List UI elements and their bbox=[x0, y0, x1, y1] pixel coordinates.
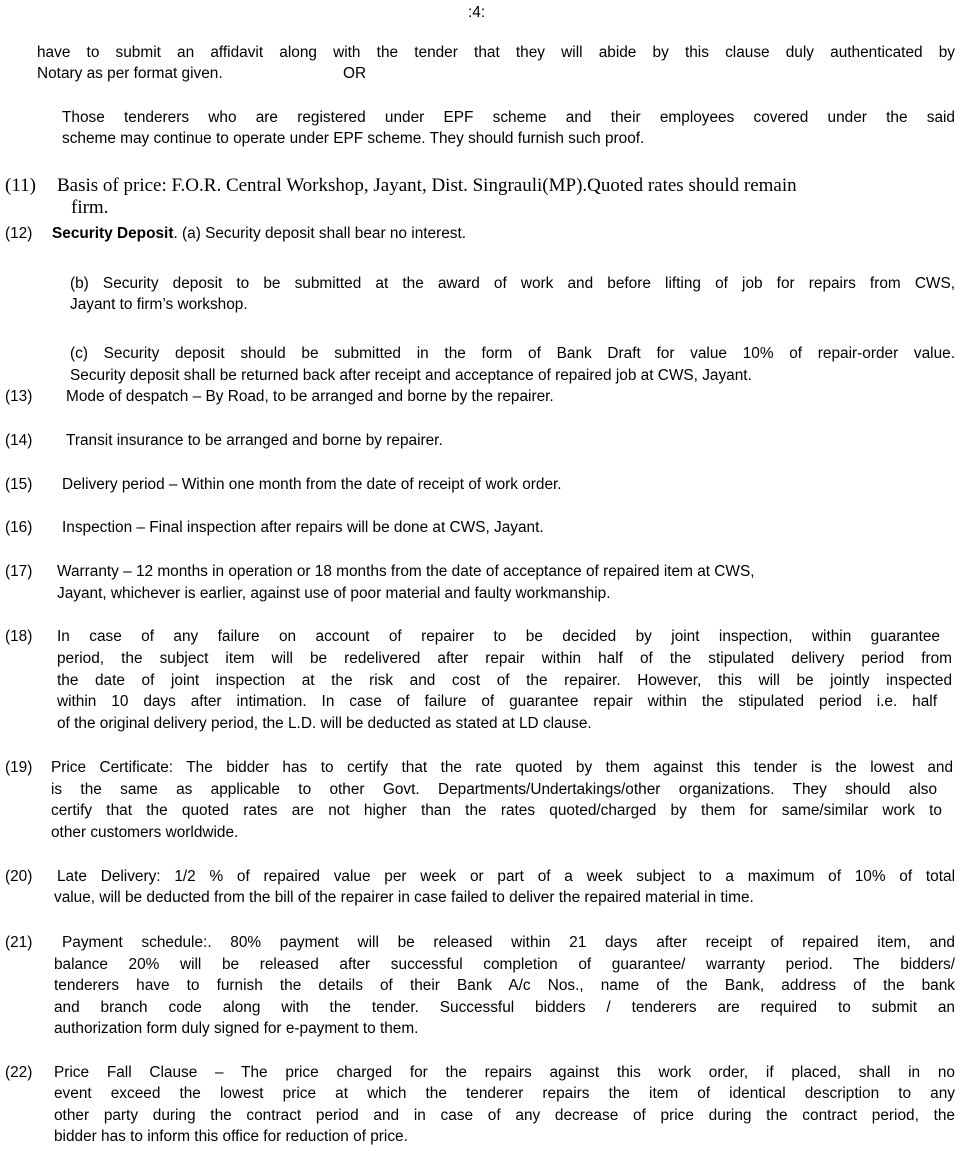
clause-22-line-2: event exceed the lowest price at which the tenderer repairs the item of identical description to any bbox=[54, 1085, 955, 1102]
clause-12-text-a: . (a) Security deposit shall bear no interest. bbox=[173, 225, 467, 242]
clause-17-line-2: Jayant, whichever is earlier, against use of poor material and faulty workmanship. bbox=[57, 585, 611, 602]
clause-21-line-3: tenderers have to furnish the details of their Bank A/c Nos., name of the Bank, address of the bank bbox=[54, 977, 955, 994]
clause-11-line-2: firm. bbox=[71, 197, 109, 218]
clause-21-number: (21) bbox=[5, 934, 33, 951]
clause-19-line-1: Price Certificate: The bidder has to certify that the rate quoted by them against this tender is the lowest and bbox=[51, 759, 953, 776]
clause-20-line-2: value, will be deducted from the bill of the repairer in case failed to deliver the repaired material in time. bbox=[54, 889, 754, 906]
clause-11-number: (11) bbox=[5, 175, 36, 196]
clause-16-number: (16) bbox=[5, 519, 33, 536]
clause-18-line-2: period, the subject item will be redelivered after repair within half of the stipulated delivery period from bbox=[57, 650, 952, 667]
intro-line-2: Notary as per format given. bbox=[37, 65, 223, 82]
clause-12-c-line-1: (c) Security deposit should be submitted in the form of Bank Draft for value 10% of repair-order value. bbox=[70, 345, 955, 362]
intro-line-1: have to submit an affidavit along with the tender that they will abide by this clause duly authenticated by bbox=[37, 44, 955, 61]
clause-21-line-2: balance 20% will be released after successful completion of guarantee/ warranty period. The bidders/ bbox=[54, 956, 955, 973]
clause-22-line-4: bidder has to inform this office for reduction of price. bbox=[54, 1128, 408, 1145]
clause-13-text: Mode of despatch – By Road, to be arranged and borne by the repairer. bbox=[66, 388, 554, 405]
clause-18-number: (18) bbox=[5, 628, 33, 645]
clause-19-line-4: other customers worldwide. bbox=[51, 824, 239, 841]
clause-15-number: (15) bbox=[5, 476, 33, 493]
clause-12-line bbox=[52, 223, 466, 244]
clause-17-number: (17) bbox=[5, 563, 33, 580]
clause-15-text: Delivery period – Within one month from the date of receipt of work order. bbox=[62, 476, 562, 493]
clause-19-number: (19) bbox=[5, 759, 33, 776]
security-deposit-heading: Security Deposit bbox=[52, 225, 174, 242]
epf-line-2: scheme may continue to operate under EPF scheme. They should furnish such proof. bbox=[62, 130, 645, 147]
clause-14-text: Transit insurance to be arranged and borne by repairer. bbox=[66, 432, 443, 449]
clause-12-number: (12) bbox=[5, 225, 33, 242]
clause-17-line-1: Warranty – 12 months in operation or 18 months from the date of acceptance of repaired item at CWS, bbox=[57, 563, 755, 580]
clause-11-line-1: Basis of price: F.O.R. Central Workshop, Jayant, Dist. Singrauli(MP).Quoted rates should remain bbox=[57, 175, 797, 196]
or-label: OR bbox=[343, 65, 367, 82]
page-number: :4: bbox=[468, 4, 486, 21]
clause-21-line-5: authorization form duly signed for e-payment to them. bbox=[54, 1020, 419, 1037]
clause-16-text: Inspection – Final inspection after repairs will be done at CWS, Jayant. bbox=[62, 519, 544, 536]
clause-12-b-line-1: (b) Security deposit to be submitted at the award of work and before lifting of job for repairs from CWS, bbox=[70, 275, 955, 292]
clause-22-line-3: other party during the contract period and in case of any decrease of price during the contract period, the bbox=[54, 1107, 955, 1124]
clause-19-line-3: certify that the quoted rates are not higher than the rates quoted/charged by them for same/similar work to bbox=[51, 802, 942, 819]
clause-12-b-line-2: Jayant to firm’s workshop. bbox=[70, 296, 248, 313]
clause-19-line-2: is the same as applicable to other Govt. Departments/Undertakings/other organizations. They should also bbox=[51, 781, 937, 798]
clause-18-line-5: of the original delivery period, the L.D. will be deducted as stated at LD clause. bbox=[57, 715, 592, 732]
clause-20-number: (20) bbox=[5, 868, 33, 885]
clause-21-line-1: Payment schedule:. 80% payment will be released within 21 days after receipt of repaired item, and bbox=[62, 934, 955, 951]
clause-20-line-1: Late Delivery: 1/2 % of repaired value per week or part of a week subject to a maximum of 10% of total bbox=[57, 868, 955, 885]
clause-22-line-1: Price Fall Clause – The price charged for the repairs against this work order, if placed, shall in no bbox=[54, 1064, 955, 1081]
clause-18-line-4: within 10 days after intimation. In case of failure of guarantee repair within the stipulated period i.e. half bbox=[57, 693, 937, 710]
clause-12-c-line-2: Security deposit shall be returned back after receipt and acceptance of repaired job at CWS, Jayant. bbox=[70, 367, 752, 384]
clause-18-line-3: the date of joint inspection at the risk and cost of the repairer. However, this will be jointly inspected bbox=[57, 672, 952, 689]
clause-21-line-4: and branch code along with the tender. Successful bidders / tenderers are required to submit an bbox=[54, 999, 955, 1016]
clause-22-number: (22) bbox=[5, 1064, 33, 1081]
clause-14-number: (14) bbox=[5, 432, 33, 449]
clause-18-line-1: In case of any failure on account of repairer to be decided by joint inspection, within guarantee bbox=[57, 628, 940, 645]
epf-line-1: Those tenderers who are registered under EPF scheme and their employees covered under the said bbox=[62, 109, 955, 126]
clause-13-number: (13) bbox=[5, 388, 33, 405]
